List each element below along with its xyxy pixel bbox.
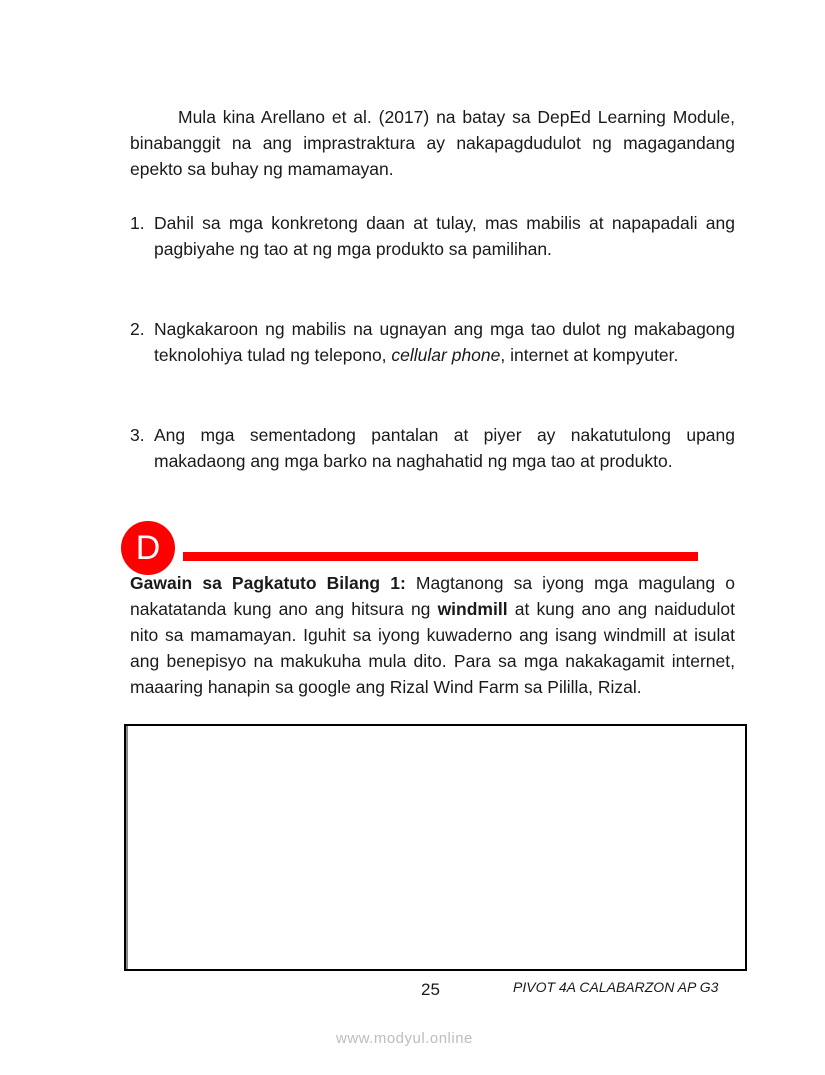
drawing-box	[124, 724, 747, 971]
list-text: Ang mga sementadong pantalan at piyer ay nakatutulong upang makadaong ang mga barko na naghahatid ng mga tao at produkto.	[154, 425, 735, 471]
list-item	[130, 422, 735, 474]
activity-title: Gawain sa Pagkatuto Bilang 1:	[130, 573, 406, 593]
activity-keyword: windmill	[437, 599, 508, 619]
list-number: 2.	[130, 319, 145, 339]
activity-text: at kung ano ang naidudulot nito sa mamamayan. Iguhit sa iyong kuwaderno ang isang windmill at isulat ang benepisyo na makukuha mula dito. Para sa mga nakakagamit internet, maaaring hanapin sa google ang Rizal Wind Farm sa Pililla, Rizal.	[130, 599, 736, 697]
watermark: www.modyul.online	[336, 1030, 473, 1047]
list-text-part: Nagkakaroon ng mabilis na ugnayan ang mga tao dulot ng makabagong teknolohiya tulad ng telepono,	[154, 319, 735, 365]
list-text-italic: cellular phone	[391, 345, 501, 365]
list-number: 3.	[130, 425, 145, 445]
list-item	[130, 316, 735, 368]
section-letter-badge: D	[121, 521, 175, 575]
intro-paragraph: Mula kina Arellano et al. (2017) na batay sa DepEd Learning Module, binabanggit na ang imprastraktura ay nakapagdudulot ng magagandang epekto sa buhay ng mamamayan.	[130, 107, 735, 179]
footer-label: PIVOT 4A CALABARZON AP G3	[513, 979, 719, 995]
list-item	[130, 210, 735, 262]
list-number: 1.	[130, 213, 145, 233]
section-divider	[183, 552, 698, 561]
activity-text: Magtanong sa iyong mga magulang o nakatatanda kung ano ang hitsura ng	[130, 573, 735, 619]
page-number: 25	[421, 980, 440, 999]
activity-paragraph	[130, 570, 735, 700]
list-text	[130, 316, 735, 368]
list-text: Dahil sa mga konkretong daan at tulay, mas mabilis at napapadali ang pagbiyahe ng tao at ng mga produkto sa pamilihan.	[154, 213, 735, 259]
list-text-part: , internet at kompyuter.	[500, 345, 679, 365]
